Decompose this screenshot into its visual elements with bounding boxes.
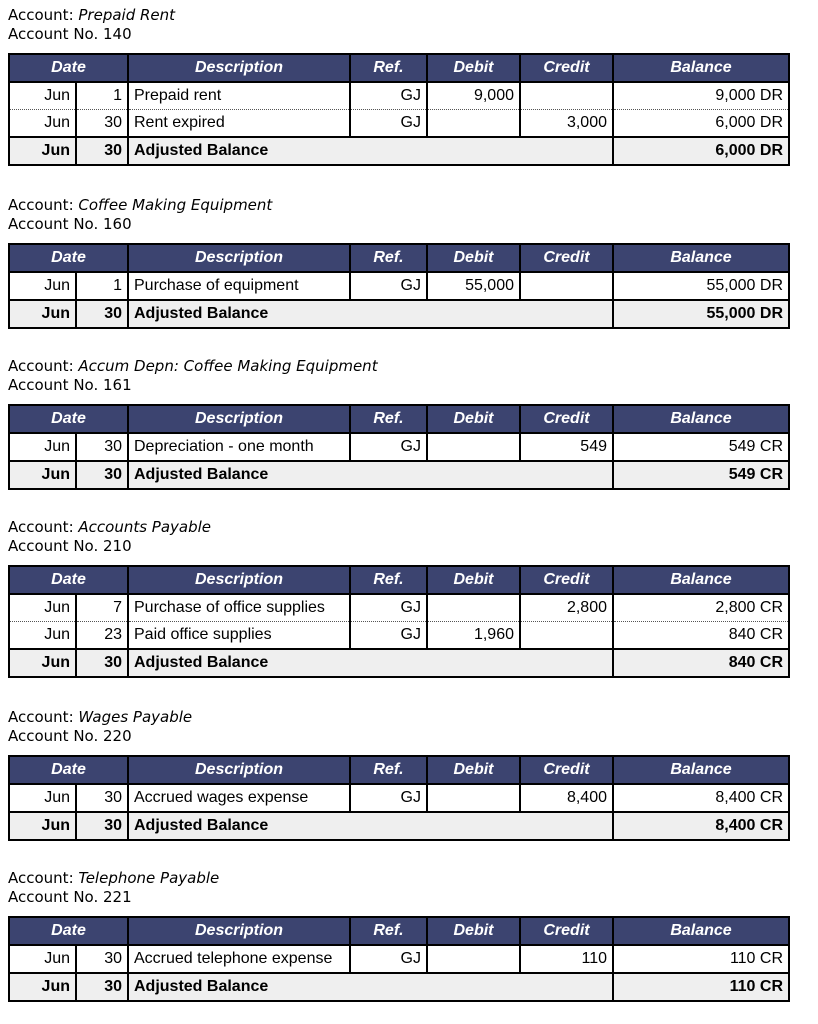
header-row bbox=[9, 244, 789, 272]
adjusted-balance-value: 6,000 DR bbox=[613, 137, 789, 165]
cell-credit: 2,800 bbox=[520, 594, 613, 622]
column-header-credit: Credit bbox=[520, 917, 613, 945]
account-number: 160 bbox=[103, 215, 132, 233]
table-row bbox=[9, 433, 789, 461]
cell-credit: 110 bbox=[520, 945, 613, 973]
table-row bbox=[9, 784, 789, 812]
account-title bbox=[8, 357, 788, 376]
account-number-line bbox=[8, 25, 788, 44]
cell-description: Depreciation - one month bbox=[128, 433, 350, 461]
column-header-debit: Debit bbox=[427, 756, 520, 784]
account-number: 210 bbox=[103, 537, 132, 555]
column-header-credit: Credit bbox=[520, 566, 613, 594]
table-row bbox=[9, 82, 789, 110]
account-title bbox=[8, 518, 788, 537]
cell-month: Jun bbox=[9, 461, 76, 489]
cell-day: 30 bbox=[76, 812, 128, 840]
cell-credit bbox=[520, 622, 613, 650]
column-header-debit: Debit bbox=[427, 405, 520, 433]
adjusted-balance-value: 840 CR bbox=[613, 649, 789, 677]
cell-month: Jun bbox=[9, 433, 76, 461]
ledger-table bbox=[8, 243, 790, 329]
cell-month: Jun bbox=[9, 137, 76, 165]
cell-debit bbox=[427, 945, 520, 973]
adjusted-balance-value: 110 CR bbox=[613, 973, 789, 1001]
ledger-table bbox=[8, 755, 790, 841]
column-header-description: Description bbox=[128, 917, 350, 945]
cell-month: Jun bbox=[9, 110, 76, 138]
cell-balance: 6,000 DR bbox=[613, 110, 789, 138]
cell-month: Jun bbox=[9, 272, 76, 300]
cell-day: 30 bbox=[76, 649, 128, 677]
cell-debit bbox=[427, 594, 520, 622]
column-header-date: Date bbox=[9, 405, 128, 433]
header-row bbox=[9, 566, 789, 594]
table-row bbox=[9, 622, 789, 650]
column-header-balance: Balance bbox=[613, 244, 789, 272]
column-header-ref: Ref. bbox=[350, 405, 427, 433]
cell-month: Jun bbox=[9, 945, 76, 973]
account-title bbox=[8, 869, 788, 888]
account-number: 221 bbox=[103, 888, 132, 906]
column-header-balance: Balance bbox=[613, 54, 789, 82]
column-header-date: Date bbox=[9, 244, 128, 272]
account-title bbox=[8, 196, 788, 215]
account-number-line bbox=[8, 215, 788, 234]
cell-day: 30 bbox=[76, 945, 128, 973]
cell-description: Purchase of office supplies bbox=[128, 594, 350, 622]
column-header-description: Description bbox=[128, 54, 350, 82]
account-number-line bbox=[8, 727, 788, 746]
adjusted-balance-row bbox=[9, 812, 789, 840]
cell-ref: GJ bbox=[350, 622, 427, 650]
column-header-credit: Credit bbox=[520, 405, 613, 433]
account-number: 161 bbox=[103, 376, 132, 394]
column-header-debit: Debit bbox=[427, 54, 520, 82]
account-no-label: Account No. bbox=[8, 376, 104, 394]
column-header-description: Description bbox=[128, 405, 350, 433]
account-block bbox=[8, 357, 788, 483]
account-title bbox=[8, 708, 788, 727]
column-header-ref: Ref. bbox=[350, 54, 427, 82]
adjusted-balance-value: 8,400 CR bbox=[613, 812, 789, 840]
account-block bbox=[8, 518, 788, 671]
cell-balance: 55,000 DR bbox=[613, 272, 789, 300]
adjusted-balance-label: Adjusted Balance bbox=[128, 300, 613, 328]
cell-description: Paid office supplies bbox=[128, 622, 350, 650]
column-header-debit: Debit bbox=[427, 566, 520, 594]
account-label: Account: bbox=[8, 869, 79, 887]
account-block bbox=[8, 196, 788, 322]
cell-ref: GJ bbox=[350, 110, 427, 138]
column-header-balance: Balance bbox=[613, 756, 789, 784]
account-label: Account: bbox=[8, 6, 79, 24]
cell-ref: GJ bbox=[350, 945, 427, 973]
cell-day: 30 bbox=[76, 784, 128, 812]
table-row bbox=[9, 110, 789, 138]
account-number-line bbox=[8, 888, 788, 907]
account-name: Accounts Payable bbox=[78, 518, 212, 536]
cell-credit bbox=[520, 272, 613, 300]
account-number-line bbox=[8, 376, 788, 395]
cell-credit bbox=[520, 82, 613, 110]
cell-description: Prepaid rent bbox=[128, 82, 350, 110]
cell-month: Jun bbox=[9, 82, 76, 110]
account-title bbox=[8, 6, 788, 25]
column-header-date: Date bbox=[9, 566, 128, 594]
cell-month: Jun bbox=[9, 649, 76, 677]
cell-day: 7 bbox=[76, 594, 128, 622]
cell-ref: GJ bbox=[350, 272, 427, 300]
account-block bbox=[8, 708, 788, 834]
adjusted-balance-label: Adjusted Balance bbox=[128, 461, 613, 489]
account-block bbox=[8, 869, 788, 995]
cell-debit: 55,000 bbox=[427, 272, 520, 300]
cell-description: Rent expired bbox=[128, 110, 350, 138]
cell-month: Jun bbox=[9, 812, 76, 840]
account-label: Account: bbox=[8, 357, 79, 375]
adjusted-balance-row bbox=[9, 973, 789, 1001]
column-header-balance: Balance bbox=[613, 566, 789, 594]
cell-ref: GJ bbox=[350, 594, 427, 622]
cell-balance: 2,800 CR bbox=[613, 594, 789, 622]
cell-day: 30 bbox=[76, 433, 128, 461]
cell-day: 23 bbox=[76, 622, 128, 650]
column-header-ref: Ref. bbox=[350, 756, 427, 784]
adjusted-balance-label: Adjusted Balance bbox=[128, 649, 613, 677]
account-name: Wages Payable bbox=[78, 708, 193, 726]
account-name: Coffee Making Equipment bbox=[78, 196, 273, 214]
cell-debit: 9,000 bbox=[427, 82, 520, 110]
account-label: Account: bbox=[8, 708, 79, 726]
cell-balance: 110 CR bbox=[613, 945, 789, 973]
column-header-description: Description bbox=[128, 244, 350, 272]
account-no-label: Account No. bbox=[8, 25, 104, 43]
header-row bbox=[9, 756, 789, 784]
cell-month: Jun bbox=[9, 300, 76, 328]
adjusted-balance-value: 55,000 DR bbox=[613, 300, 789, 328]
column-header-balance: Balance bbox=[613, 405, 789, 433]
cell-credit: 8,400 bbox=[520, 784, 613, 812]
cell-day: 30 bbox=[76, 461, 128, 489]
adjusted-balance-row bbox=[9, 461, 789, 489]
cell-month: Jun bbox=[9, 784, 76, 812]
column-header-debit: Debit bbox=[427, 244, 520, 272]
cell-balance: 549 CR bbox=[613, 433, 789, 461]
column-header-date: Date bbox=[9, 917, 128, 945]
ledger-table bbox=[8, 565, 790, 678]
account-label: Account: bbox=[8, 518, 79, 536]
table-row bbox=[9, 594, 789, 622]
adjusted-balance-row bbox=[9, 300, 789, 328]
cell-ref: GJ bbox=[350, 784, 427, 812]
adjusted-balance-row bbox=[9, 137, 789, 165]
cell-credit: 549 bbox=[520, 433, 613, 461]
cell-day: 30 bbox=[76, 300, 128, 328]
header-row bbox=[9, 405, 789, 433]
ledger-table bbox=[8, 916, 790, 1002]
adjusted-balance-value: 549 CR bbox=[613, 461, 789, 489]
account-number-line bbox=[8, 537, 788, 556]
cell-day: 1 bbox=[76, 82, 128, 110]
adjusted-balance-row bbox=[9, 649, 789, 677]
account-name: Accum Depn: Coffee Making Equipment bbox=[78, 357, 378, 375]
account-number: 140 bbox=[103, 25, 132, 43]
account-number: 220 bbox=[103, 727, 132, 745]
column-header-date: Date bbox=[9, 756, 128, 784]
column-header-ref: Ref. bbox=[350, 244, 427, 272]
cell-debit bbox=[427, 110, 520, 138]
adjusted-balance-label: Adjusted Balance bbox=[128, 137, 613, 165]
column-header-debit: Debit bbox=[427, 917, 520, 945]
cell-day: 30 bbox=[76, 973, 128, 1001]
column-header-credit: Credit bbox=[520, 54, 613, 82]
cell-description: Accrued wages expense bbox=[128, 784, 350, 812]
cell-ref: GJ bbox=[350, 433, 427, 461]
account-no-label: Account No. bbox=[8, 537, 104, 555]
ledger-table bbox=[8, 53, 790, 166]
cell-credit: 3,000 bbox=[520, 110, 613, 138]
header-row bbox=[9, 54, 789, 82]
cell-balance: 840 CR bbox=[613, 622, 789, 650]
adjusted-balance-label: Adjusted Balance bbox=[128, 812, 613, 840]
cell-balance: 8,400 CR bbox=[613, 784, 789, 812]
cell-day: 30 bbox=[76, 137, 128, 165]
account-no-label: Account No. bbox=[8, 215, 104, 233]
account-name: Telephone Payable bbox=[78, 869, 220, 887]
cell-debit: 1,960 bbox=[427, 622, 520, 650]
cell-debit bbox=[427, 433, 520, 461]
cell-day: 30 bbox=[76, 110, 128, 138]
account-block bbox=[8, 6, 788, 159]
column-header-description: Description bbox=[128, 756, 350, 784]
cell-day: 1 bbox=[76, 272, 128, 300]
cell-description: Purchase of equipment bbox=[128, 272, 350, 300]
column-header-date: Date bbox=[9, 54, 128, 82]
cell-month: Jun bbox=[9, 973, 76, 1001]
cell-month: Jun bbox=[9, 622, 76, 650]
table-row bbox=[9, 272, 789, 300]
adjusted-balance-label: Adjusted Balance bbox=[128, 973, 613, 1001]
account-no-label: Account No. bbox=[8, 727, 104, 745]
account-name: Prepaid Rent bbox=[78, 6, 176, 24]
cell-description: Accrued telephone expense bbox=[128, 945, 350, 973]
column-header-credit: Credit bbox=[520, 244, 613, 272]
account-no-label: Account No. bbox=[8, 888, 104, 906]
cell-debit bbox=[427, 784, 520, 812]
ledger-table bbox=[8, 404, 790, 490]
column-header-description: Description bbox=[128, 566, 350, 594]
account-label: Account: bbox=[8, 196, 79, 214]
table-row bbox=[9, 945, 789, 973]
column-header-credit: Credit bbox=[520, 756, 613, 784]
column-header-ref: Ref. bbox=[350, 566, 427, 594]
column-header-balance: Balance bbox=[613, 917, 789, 945]
cell-balance: 9,000 DR bbox=[613, 82, 789, 110]
cell-ref: GJ bbox=[350, 82, 427, 110]
cell-month: Jun bbox=[9, 594, 76, 622]
column-header-ref: Ref. bbox=[350, 917, 427, 945]
header-row bbox=[9, 917, 789, 945]
